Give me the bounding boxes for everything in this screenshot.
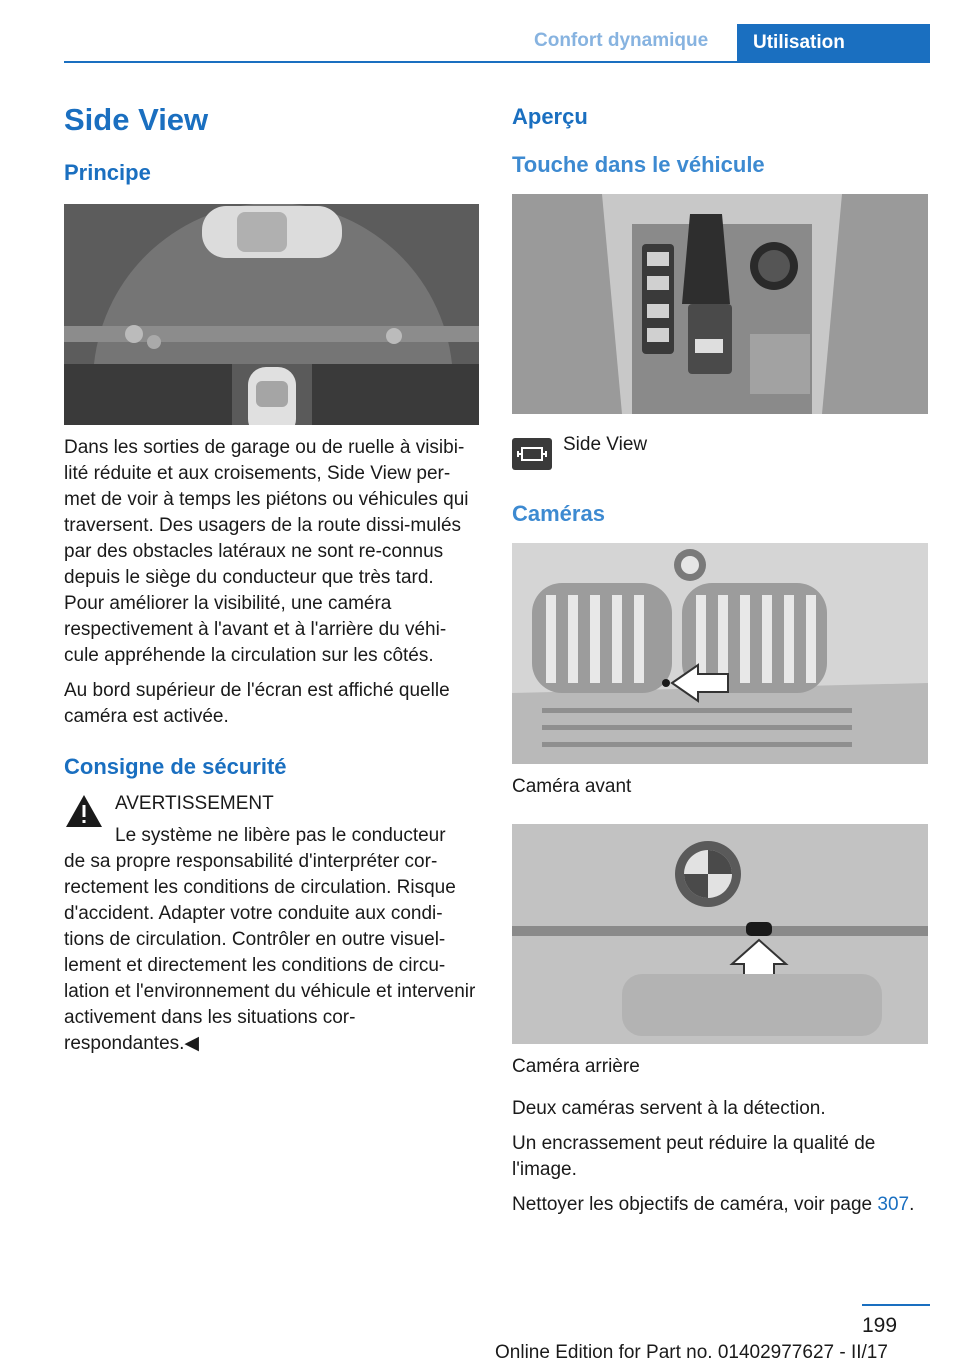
header-chapter-tab[interactable]: Utilisation bbox=[737, 24, 930, 61]
clean-text: Nettoyer les objectifs de caméra, voir page bbox=[512, 1194, 878, 1215]
button-heading: Touche dans le véhicule bbox=[512, 152, 765, 177]
right-column bbox=[512, 103, 928, 1218]
side-view-button-row bbox=[512, 432, 928, 470]
front-camera-photo bbox=[512, 543, 928, 764]
rear-camera-photo bbox=[512, 824, 928, 1044]
dirt-text: Un encrassement peut réduire la qualité de l'image. bbox=[512, 1133, 876, 1180]
warning-text: de sa propre responsabilité d'interpréter cor-rectement les conditions de circulation. Risque d'accident. Adapter votre conduite aux condi-tions de circulation. Contrôler en outre visuel-lement et directement les conditions de circu-lation et l'environnement du véhicule et intervenir activement dans les situations cor-respondantes.◀ bbox=[64, 851, 476, 1054]
edition-line: Online Edition for Part no. 01402977627 - II/17 bbox=[495, 1342, 888, 1363]
warning-label: AVERTISSEMENT bbox=[115, 793, 274, 814]
warning-triangle-icon bbox=[64, 793, 104, 829]
apercu-heading: Aperçu bbox=[512, 104, 588, 129]
page-title: Side View bbox=[64, 102, 209, 137]
warning-block bbox=[64, 791, 479, 1057]
page-number: 199 bbox=[862, 1314, 898, 1337]
clean-end: . bbox=[909, 1194, 915, 1215]
display-text: Au bord supérieur de l'écran est affiché quelle caméra est activée. bbox=[64, 680, 450, 727]
side-view-label: Side View bbox=[563, 434, 648, 455]
left-column bbox=[64, 100, 479, 1057]
warning-first-line: Le système ne libère pas le conducteur bbox=[115, 825, 446, 846]
header-rule bbox=[64, 61, 930, 63]
safety-heading: Consigne de sécurité bbox=[64, 754, 287, 779]
cameras-heading: Caméras bbox=[512, 501, 605, 526]
side-view-icon bbox=[512, 438, 552, 470]
rear-camera-caption: Caméra arrière bbox=[512, 1056, 640, 1077]
principe-text: Dans les sorties de garage ou de ruelle à visibi-lité réduite et aux croisements, Side View per-met de voir à temps les piétons ou véhicules qui traversent. Des usagers de la route dissi-mulés par des obstacles latéraux ne sont re-connus depuis le siège du conducteur que très tard. Pour améliorer la visibilité, une caméra respectivement à l'avant et à l'arrière du véhi-cule appréhende la circulation sur les côtés. bbox=[64, 437, 469, 666]
footer-rule bbox=[862, 1304, 930, 1306]
header-section: Confort dynamique bbox=[534, 30, 709, 51]
principe-illustration bbox=[64, 204, 479, 425]
page-link[interactable]: 307 bbox=[877, 1194, 910, 1215]
principe-heading: Principe bbox=[64, 160, 151, 185]
detect-text: Deux caméras servent à la détection. bbox=[512, 1098, 826, 1119]
front-camera-caption: Caméra avant bbox=[512, 776, 632, 797]
clean-paragraph bbox=[512, 1192, 928, 1218]
console-photo bbox=[512, 194, 928, 414]
